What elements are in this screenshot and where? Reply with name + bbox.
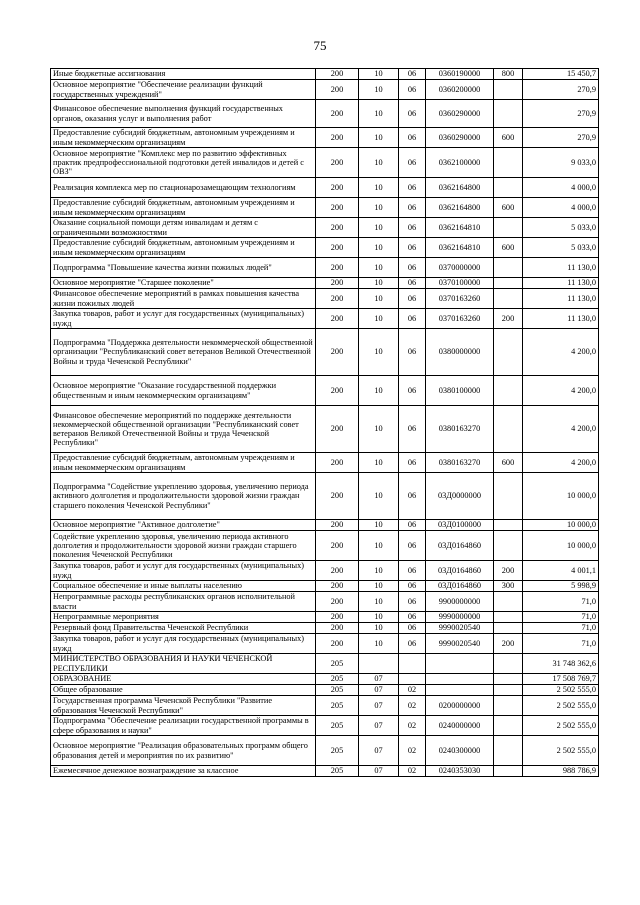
cell-name: Государственная программа Чеченской Республики "Развитие образования Чеченской Республики" (51, 696, 316, 716)
cell-csr: 0200000000 (426, 696, 494, 716)
cell-ved: 205 (316, 685, 359, 696)
cell-ved: 200 (316, 238, 359, 258)
cell-sum: 11 130,0 (523, 278, 599, 289)
cell-name: Финансовое обеспечение выполнения функций государственных органов, оказания услуг и выполнения работ (51, 100, 316, 128)
cell-csr: 9990020540 (426, 623, 494, 634)
cell-ved: 200 (316, 561, 359, 581)
cell-ved: 205 (316, 766, 359, 777)
table-row (51, 329, 599, 376)
cell-rz: 10 (359, 329, 399, 376)
cell-pr: 02 (399, 716, 426, 736)
cell-vr (494, 696, 523, 716)
cell-sum: 2 502 555,0 (523, 696, 599, 716)
cell-csr: 0362164800 (426, 178, 494, 198)
cell-sum: 4 200,0 (523, 406, 599, 453)
cell-pr: 06 (399, 376, 426, 406)
cell-vr (494, 258, 523, 278)
cell-rz: 10 (359, 258, 399, 278)
table-row (51, 520, 599, 531)
cell-ved: 200 (316, 128, 359, 148)
cell-name: Ежемесячное денежное вознаграждение за классное (51, 766, 316, 777)
cell-name: Основное мероприятие "Старшее поколение" (51, 278, 316, 289)
cell-pr: 06 (399, 258, 426, 278)
cell-rz: 07 (359, 696, 399, 716)
cell-csr: 0240353030 (426, 766, 494, 777)
cell-rz: 10 (359, 473, 399, 520)
cell-sum: 5 033,0 (523, 238, 599, 258)
cell-pr: 06 (399, 309, 426, 329)
cell-name: Подпрограмма "Содействие укреплению здоровья, увеличению периода активного долголетия и продолжительности здоровой жизни граждан старшего поколения Чеченской Республики" (51, 473, 316, 520)
cell-rz: 10 (359, 238, 399, 258)
cell-name: Подпрограмма "Обеспечение реализации государственной программы в сфере образования и науки" (51, 716, 316, 736)
cell-name: Содействие укреплению здоровья, увеличению периода активного долголетия и продолжительности здоровой жизни граждан старшего поколения Чеченской Республики (51, 531, 316, 561)
table-row (51, 561, 599, 581)
cell-sum: 71,0 (523, 634, 599, 654)
cell-rz: 07 (359, 685, 399, 696)
table-row (51, 258, 599, 278)
cell-name: Закупка товаров, работ и услуг для государственных (муниципальных) нужд (51, 561, 316, 581)
cell-rz: 10 (359, 531, 399, 561)
cell-csr (426, 685, 494, 696)
cell-ved: 205 (316, 696, 359, 716)
cell-rz: 10 (359, 634, 399, 654)
cell-name: Предоставление субсидий бюджетным, автономным учреждениям и иным некоммерческим организациям (51, 128, 316, 148)
cell-ved: 205 (316, 736, 359, 766)
cell-csr: 9900000000 (426, 592, 494, 612)
cell-sum: 10 000,0 (523, 520, 599, 531)
cell-rz: 10 (359, 80, 399, 100)
cell-rz: 10 (359, 69, 399, 80)
cell-vr (494, 685, 523, 696)
table-row (51, 406, 599, 453)
cell-sum: 4 000,0 (523, 178, 599, 198)
cell-pr: 02 (399, 696, 426, 716)
cell-sum: 71,0 (523, 623, 599, 634)
cell-pr: 06 (399, 623, 426, 634)
table-row (51, 674, 599, 685)
cell-rz: 10 (359, 198, 399, 218)
cell-pr: 06 (399, 128, 426, 148)
cell-csr: 03Д0164860 (426, 531, 494, 561)
table-row (51, 531, 599, 561)
cell-csr: 0240300000 (426, 736, 494, 766)
cell-name: Подпрограмма "Повышение качества жизни пожилых людей" (51, 258, 316, 278)
cell-sum: 31 748 362,6 (523, 654, 599, 674)
cell-vr (494, 289, 523, 309)
table-row (51, 198, 599, 218)
cell-name: Основное мероприятие "Комплекс мер по развитию эффективных практик предпрофессиональной подготовки детей инвалидов и детей с ОВЗ" (51, 148, 316, 178)
cell-vr: 600 (494, 128, 523, 148)
cell-ved: 200 (316, 289, 359, 309)
cell-name: Непрограммные расходы республиканских органов исполнительной власти (51, 592, 316, 612)
cell-pr: 06 (399, 520, 426, 531)
cell-vr: 300 (494, 581, 523, 592)
cell-vr (494, 218, 523, 238)
table-row (51, 473, 599, 520)
cell-sum: 4 000,0 (523, 198, 599, 218)
cell-pr: 06 (399, 329, 426, 376)
cell-ved: 200 (316, 218, 359, 238)
table-row (51, 278, 599, 289)
cell-ved: 200 (316, 453, 359, 473)
cell-ved: 200 (316, 531, 359, 561)
cell-sum: 988 786,9 (523, 766, 599, 777)
cell-ved: 200 (316, 258, 359, 278)
cell-rz: 10 (359, 309, 399, 329)
cell-ved: 200 (316, 69, 359, 80)
cell-ved: 200 (316, 178, 359, 198)
cell-vr (494, 623, 523, 634)
cell-ved: 200 (316, 592, 359, 612)
cell-pr: 06 (399, 238, 426, 258)
cell-ved: 200 (316, 581, 359, 592)
cell-csr (426, 674, 494, 685)
table-row (51, 289, 599, 309)
cell-rz: 10 (359, 406, 399, 453)
cell-ved: 200 (316, 100, 359, 128)
cell-vr (494, 592, 523, 612)
cell-csr: 0240000000 (426, 716, 494, 736)
cell-rz: 10 (359, 520, 399, 531)
cell-vr (494, 716, 523, 736)
cell-pr: 06 (399, 592, 426, 612)
cell-name: Финансовое обеспечение мероприятий в рамках повышения качества жизни пожилых людей (51, 289, 316, 309)
cell-vr (494, 278, 523, 289)
cell-rz: 07 (359, 736, 399, 766)
cell-rz: 10 (359, 289, 399, 309)
cell-vr (494, 736, 523, 766)
cell-vr (494, 520, 523, 531)
cell-sum: 11 130,0 (523, 258, 599, 278)
cell-rz: 10 (359, 561, 399, 581)
cell-csr: 03Д0000000 (426, 473, 494, 520)
cell-csr: 9990000000 (426, 612, 494, 623)
cell-ved: 200 (316, 520, 359, 531)
cell-pr: 06 (399, 561, 426, 581)
cell-ved: 205 (316, 716, 359, 736)
cell-name: Основное мероприятие "Обеспечение реализации функций государственных учреждений" (51, 80, 316, 100)
cell-pr: 06 (399, 406, 426, 453)
cell-pr: 06 (399, 278, 426, 289)
cell-csr: 0360190000 (426, 69, 494, 80)
cell-name: Закупка товаров, работ и услуг для государственных (муниципальных) нужд (51, 634, 316, 654)
cell-csr: 0362164810 (426, 218, 494, 238)
cell-ved: 200 (316, 612, 359, 623)
cell-name: МИНИСТЕРСТВО ОБРАЗОВАНИЯ И НАУКИ ЧЕЧЕНСКОЙ РЕСПУБЛИКИ (51, 654, 316, 674)
table-row (51, 128, 599, 148)
cell-pr: 02 (399, 736, 426, 766)
cell-sum: 71,0 (523, 592, 599, 612)
cell-ved: 200 (316, 148, 359, 178)
cell-sum: 71,0 (523, 612, 599, 623)
cell-vr: 600 (494, 198, 523, 218)
cell-sum: 4 200,0 (523, 453, 599, 473)
cell-vr: 200 (494, 309, 523, 329)
cell-sum: 270,9 (523, 128, 599, 148)
cell-sum: 11 130,0 (523, 289, 599, 309)
cell-ved: 200 (316, 329, 359, 376)
cell-name: Подпрограмма "Поддержка деятельности некоммерческой общественной организации "Республиканский совет ветеранов Великой Отечественной Войны и труда Чеченской Республики" (51, 329, 316, 376)
cell-csr: 03Д0164860 (426, 581, 494, 592)
table-row (51, 148, 599, 178)
cell-vr (494, 674, 523, 685)
table-row (51, 612, 599, 623)
cell-vr (494, 80, 523, 100)
cell-rz: 07 (359, 716, 399, 736)
cell-rz: 10 (359, 592, 399, 612)
cell-csr: 0380100000 (426, 376, 494, 406)
cell-name: Основное мероприятие "Реализация образовательных программ общего образования детей и мероприятия по их развитию" (51, 736, 316, 766)
cell-vr (494, 376, 523, 406)
cell-ved: 200 (316, 309, 359, 329)
cell-csr: 0362164810 (426, 238, 494, 258)
cell-rz: 10 (359, 218, 399, 238)
cell-csr: 03Д0100000 (426, 520, 494, 531)
cell-csr: 0370100000 (426, 278, 494, 289)
cell-rz: 10 (359, 376, 399, 406)
cell-csr: 0360200000 (426, 80, 494, 100)
cell-pr: 06 (399, 69, 426, 80)
table-row (51, 309, 599, 329)
cell-sum: 4 001,1 (523, 561, 599, 581)
cell-pr: 06 (399, 80, 426, 100)
cell-sum: 11 130,0 (523, 309, 599, 329)
cell-vr: 200 (494, 634, 523, 654)
cell-ved: 200 (316, 376, 359, 406)
cell-vr (494, 766, 523, 777)
cell-rz: 10 (359, 148, 399, 178)
cell-ved: 205 (316, 674, 359, 685)
cell-name: Оказание социальной помощи детям инвалидам и детям с ограниченными возможностями (51, 218, 316, 238)
cell-csr: 0370163260 (426, 289, 494, 309)
cell-pr: 06 (399, 289, 426, 309)
cell-pr: 06 (399, 581, 426, 592)
cell-pr: 06 (399, 148, 426, 178)
cell-name: Социальное обеспечение и иные выплаты населению (51, 581, 316, 592)
table-row (51, 716, 599, 736)
cell-sum: 10 000,0 (523, 531, 599, 561)
cell-sum: 4 200,0 (523, 376, 599, 406)
budget-table (50, 68, 599, 777)
cell-rz: 10 (359, 612, 399, 623)
cell-rz (359, 654, 399, 674)
cell-csr: 0380000000 (426, 329, 494, 376)
cell-csr: 03Д0164860 (426, 561, 494, 581)
cell-vr: 200 (494, 561, 523, 581)
cell-sum: 5 998,9 (523, 581, 599, 592)
cell-vr: 600 (494, 238, 523, 258)
cell-name: Общее образование (51, 685, 316, 696)
cell-sum: 15 450,7 (523, 69, 599, 80)
cell-vr (494, 178, 523, 198)
table-row (51, 376, 599, 406)
page-number: 75 (313, 38, 327, 53)
cell-sum: 2 502 555,0 (523, 685, 599, 696)
cell-ved: 205 (316, 654, 359, 674)
table-row (51, 581, 599, 592)
cell-pr: 06 (399, 178, 426, 198)
cell-sum: 2 502 555,0 (523, 716, 599, 736)
cell-vr (494, 473, 523, 520)
cell-rz: 10 (359, 128, 399, 148)
cell-sum: 270,9 (523, 100, 599, 128)
cell-rz: 07 (359, 766, 399, 777)
cell-sum: 2 502 555,0 (523, 736, 599, 766)
cell-sum: 17 508 769,7 (523, 674, 599, 685)
cell-csr: 0360290000 (426, 128, 494, 148)
cell-vr (494, 406, 523, 453)
cell-name: Основное мероприятие "Активное долголетие" (51, 520, 316, 531)
table-row (51, 766, 599, 777)
table-row (51, 218, 599, 238)
table-row (51, 178, 599, 198)
cell-vr (494, 100, 523, 128)
cell-csr (426, 654, 494, 674)
cell-ved: 200 (316, 634, 359, 654)
cell-rz: 10 (359, 581, 399, 592)
cell-vr (494, 612, 523, 623)
cell-sum: 9 033,0 (523, 148, 599, 178)
table-row (51, 592, 599, 612)
cell-sum: 10 000,0 (523, 473, 599, 520)
cell-vr: 600 (494, 453, 523, 473)
cell-csr: 9990020540 (426, 634, 494, 654)
table-row (51, 80, 599, 100)
cell-vr: 800 (494, 69, 523, 80)
cell-name: Резервный фонд Правительства Чеченской Республики (51, 623, 316, 634)
cell-pr: 06 (399, 453, 426, 473)
cell-csr: 0362100000 (426, 148, 494, 178)
cell-name: Иные бюджетные ассигнования (51, 69, 316, 80)
cell-vr (494, 531, 523, 561)
cell-csr: 0360290000 (426, 100, 494, 128)
cell-name: Непрограммные мероприятия (51, 612, 316, 623)
cell-pr: 06 (399, 100, 426, 128)
cell-name: Закупка товаров, работ и услуг для государственных (муниципальных) нужд (51, 309, 316, 329)
table-row (51, 453, 599, 473)
cell-csr: 0380163270 (426, 406, 494, 453)
cell-ved: 200 (316, 80, 359, 100)
table-row (51, 69, 599, 80)
cell-vr (494, 654, 523, 674)
cell-rz: 10 (359, 623, 399, 634)
cell-csr: 0370163260 (426, 309, 494, 329)
cell-ved: 200 (316, 473, 359, 520)
table-row (51, 654, 599, 674)
table-row (51, 736, 599, 766)
cell-sum: 5 033,0 (523, 218, 599, 238)
cell-sum: 270,9 (523, 80, 599, 100)
cell-name: Основное мероприятие "Оказание государственной поддержки общественным и иным некоммерческим организациям" (51, 376, 316, 406)
cell-pr: 02 (399, 685, 426, 696)
cell-ved: 200 (316, 406, 359, 453)
table-row (51, 238, 599, 258)
cell-rz: 07 (359, 674, 399, 685)
cell-pr: 06 (399, 473, 426, 520)
cell-pr: 06 (399, 612, 426, 623)
cell-sum: 4 200,0 (523, 329, 599, 376)
cell-ved: 200 (316, 623, 359, 634)
cell-pr: 06 (399, 531, 426, 561)
cell-rz: 10 (359, 178, 399, 198)
cell-rz: 10 (359, 453, 399, 473)
cell-pr: 06 (399, 634, 426, 654)
cell-name: ОБРАЗОВАНИЕ (51, 674, 316, 685)
table-row (51, 685, 599, 696)
cell-rz: 10 (359, 278, 399, 289)
cell-name: Предоставление субсидий бюджетным, автономным учреждениям и иным некоммерческим организациям (51, 453, 316, 473)
cell-csr: 0362164800 (426, 198, 494, 218)
cell-ved: 200 (316, 278, 359, 289)
table-row (51, 696, 599, 716)
table-row (51, 634, 599, 654)
cell-pr (399, 654, 426, 674)
cell-vr (494, 329, 523, 376)
cell-csr: 0370000000 (426, 258, 494, 278)
cell-pr: 02 (399, 766, 426, 777)
cell-name: Финансовое обеспечение мероприятий по поддержке деятельности некоммерческой общественной организации "Республиканский совет ветеранов Великой Отечественной Войны и труда Чеченской Республики" (51, 406, 316, 453)
cell-csr: 0380163270 (426, 453, 494, 473)
cell-ved: 200 (316, 198, 359, 218)
cell-rz: 10 (359, 100, 399, 128)
table-row (51, 100, 599, 128)
cell-pr: 06 (399, 198, 426, 218)
cell-vr (494, 148, 523, 178)
cell-pr (399, 674, 426, 685)
cell-name: Предоставление субсидий бюджетным, автономным учреждениям и иным некоммерческим организациям (51, 198, 316, 218)
cell-name: Реализация комплекса мер по стационарозамещающим технологиям (51, 178, 316, 198)
cell-pr: 06 (399, 218, 426, 238)
table-row (51, 623, 599, 634)
cell-name: Предоставление субсидий бюджетным, автономным учреждениям и иным некоммерческим организациям (51, 238, 316, 258)
